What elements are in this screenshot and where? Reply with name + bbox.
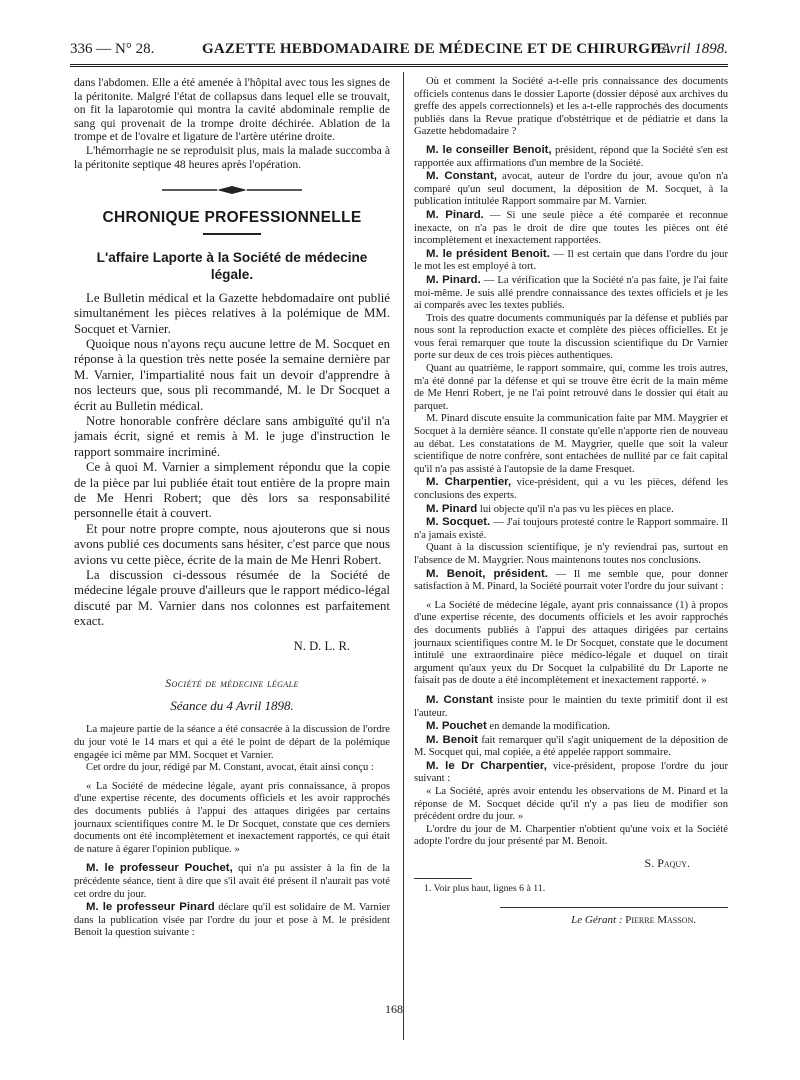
speaker-name: M. Benoit, président. <box>426 567 548 580</box>
paragraph: La majeure partie de la séance a été consacrée à la discussion de l'ordre du jour voté le 14 mars et qui a été le point de départ de la polémique engagée ici même par MM. Socquet et Varnier. <box>74 724 390 761</box>
speech-text: insiste pour le maintien du texte primitif dont il est l'auteur. <box>414 694 728 719</box>
speech-text: fait remarquer qu'il s'agit uniquement de la déposition de M. Socquet qui, mal copiée, a été appelée rapport sommaire. <box>414 734 728 759</box>
paragraph: Quant à la discussion scientifique, je n'y reviendrai pas, surtout en l'absence de M. Maygrier. Nous maintenons toutes nos conclusions. <box>414 542 728 566</box>
paragraph <box>414 476 728 502</box>
paragraph <box>414 274 728 313</box>
paragraph: Notre honorable confrère déclare sans ambiguïté qu'il n'a jamais écrit, signé et remis à M. le juge d'instruction le rapport sommaire incriminé. <box>74 414 390 459</box>
folio-number: 168 <box>385 1002 403 1016</box>
speaker-name: M. le professeur Pinard <box>86 901 215 914</box>
speech-text: — Si une seule pièce a été comparée et reconnue inexacte, on n'a pas le droit de dire que toutes les pièces ont été incomplètement et inexactement rapportées. <box>414 209 728 247</box>
footnote-rule <box>414 878 472 879</box>
speaker-name: M. Benoit <box>426 733 478 746</box>
speech-text: lui objecte qu'il n'a pas vu les pièces en place. <box>477 503 674 515</box>
paragraph: dans l'abdomen. Elle a été amenée à l'hôpital avec tous les signes de la péritonite. Malgré l'état de collapsus dans lequel elle se trouvait, on fit la laparotomie qui montra la cavité abdominale remplie de sang qui provenait de la trompe droite déchirée. Ablation de la trompe et de l'ovaire et ligature de l'artère utérine droite. <box>74 76 390 144</box>
speaker-name: M. le Dr Charpentier, <box>426 759 547 772</box>
paragraph: Trois des quatre documents communiqués par la défense et publiés par nous sont la reproduction exacte et complète des pièces officielles. Et je vous ferai remarquer que toute la discussion scientifique du Dr Varnier porte sur deux de ces trois pièces authentiques. <box>414 312 728 362</box>
speech-text: déclare qu'il est solidaire de M. Varnier dans la publication visée par l'ordre du jour et pose à M. le président Benoit la question suivante : <box>74 902 390 939</box>
page-number: 336 — N° 28. <box>70 41 155 57</box>
paragraph <box>414 209 728 248</box>
speaker-name: M. le président Benoit. <box>426 247 550 260</box>
paragraph: Et pour notre propre compte, nous ajouterons que si nous avons publié ces documents sans hésiter, c'est parce que nous avions vu cette pièce, écrite de la main de Me Henri Robert. <box>74 521 390 567</box>
paragraph: Où et comment la Société a-t-elle pris connaissance des documents officiels contenus dans le dossier Laporte (dossier déposé aux archives du greffe des appels correctionnels) et les a-t-elle rapprochés des documents publiés dans la Revue pratique d'obstétrique et de pédiatrie et dans la Gazette hebdomadaire ? <box>414 76 728 138</box>
paragraph <box>414 760 728 786</box>
speech-text: avocat, auteur de l'ordre du jour, avoue qu'on n'a comparé qu'un seul document, la déposition de M. Socquet, à la publication intitulée Rapport sommaire par M. Varnier. <box>414 171 728 208</box>
session-report <box>74 724 390 940</box>
speaker-name: M. Socquet. <box>426 516 491 529</box>
speaker-name: M. Charpentier, <box>426 476 512 489</box>
speech-text: en demande la modification. <box>486 721 611 733</box>
header-rule <box>70 64 728 67</box>
speaker-name: M. Constant <box>426 693 493 706</box>
paragraph <box>414 170 728 209</box>
report-signature: S. Paquy. <box>644 856 690 871</box>
left-column <box>74 76 390 940</box>
speech-text: vice-président, qui a vu les pièces, défend les conclusions des experts. <box>414 477 728 501</box>
section-title: CHRONIQUE PROFESSIONNELLE <box>102 209 362 227</box>
paragraph <box>414 720 728 734</box>
right-column <box>414 76 728 927</box>
gerant-line <box>414 914 728 927</box>
gerant-rule <box>500 907 728 908</box>
speaker-name: M. le professeur Pouchet, <box>86 862 233 875</box>
paragraph: Quant au quatrième, le rapport sommaire, qui, comme les trois autres, m'a été donné par la défense et qui se trouve être écrit de la main même de Me Henri Robert, je ne l'ai point retrouvé dans le dossier qui était au parquet. <box>414 363 728 412</box>
paragraph <box>414 734 728 760</box>
paragraph <box>414 568 728 594</box>
speech-text: qui n'a pu assister à la fin de la précédente séance, tient à dire que s'il avait été présent il n'aurait pas voté cet ordre du jour. <box>74 863 390 900</box>
footnote: 1. Voir plus haut, lignes 6 à 11. <box>424 882 546 894</box>
paragraph: L'hémorrhagie ne se reproduisit plus, mais la malade succomba à la péritonite septique 48 heures après l'opération. <box>74 143 390 171</box>
speech-text: — J'ai toujours protesté contre le Rapport sommaire. Il n'a jamais existé. <box>414 517 728 541</box>
speaker-name: M. Pinard. <box>426 273 481 286</box>
quotation: « La Société de médecine légale, ayant pris connaissance, à propos d'une expertise récente, des documents officiels et les avoir rapprochés des documents publiés à l'appui des attaques dirigées par certains journaux scientifiques contre M. le Dr Socquet, constate que ces derniers documents ont été incomplètement et inexactement rapportés, ce qui était de nature à égarer l'opinion publique. » <box>74 780 390 855</box>
paragraph <box>74 862 390 901</box>
speaker-name: M. Pinard. <box>426 208 484 221</box>
paragraph <box>414 516 728 542</box>
session-date: Séance du 4 Avril 1898. <box>170 697 294 713</box>
paragraph: Le Bulletin médical et la Gazette hebdomadaire ont publié simultanément les pièces relatives à la polémique de MM. Socquet et Varnier. <box>74 290 390 336</box>
journal-title: GAZETTE HEBDOMADAIRE DE MÉDECINE ET DE CHIRURGIE. <box>202 41 671 57</box>
editor-signature: N. D. L. R. <box>293 638 350 653</box>
society-title: Société de médecine légale <box>165 676 299 691</box>
speech-text: — La vérification que la Société n'a pas faite, je l'ai faite moi-même. Je suis allé prendre connaissance des textes officiels et je les ai comparés avec les textes publiés. <box>414 274 729 312</box>
paragraph <box>414 248 728 274</box>
paragraph: La discussion ci-dessous résumée de la Société de médecine légale prouve d'ailleurs que le rapport médico-légal discuté par M. Varnier dans nos colonnes est parfaitement exact. <box>74 568 390 629</box>
speech-text: vice-président, propose l'ordre du jour suivant : <box>414 760 728 785</box>
paragraph <box>74 901 390 940</box>
gerant-label: Le Gérant : <box>571 914 626 927</box>
quotation: « La Société, après avoir entendu les observations de M. Pinard et la réponse de M. Socquet décide qu'il n'y a pas lieu de modifier son précédent ordre du jour. » <box>414 786 728 823</box>
paragraph <box>414 144 728 170</box>
gerant-name: Pierre Masson. <box>625 914 696 927</box>
speaker-name: M. Pouchet <box>426 720 487 733</box>
speech-text: — Il me semble que, pour donner satisfaction à M. Pinard, la Société pourrait voter l'ordre du jour suivant : <box>414 568 728 593</box>
speaker-name: M. le conseiller Benoit, <box>426 143 552 156</box>
speech-text: président, répond que la Société s'en est rapportée aux affirmations d'un membre de la Société. <box>414 144 728 169</box>
title-rule <box>203 233 261 235</box>
speaker-name: M. Constant, <box>426 170 497 183</box>
issue-date: 7 Avril 1898. <box>650 41 728 57</box>
quotation: « La Société de médecine légale, ayant pris connaissance (1) à propos d'une expertise récente, des documents officiels et les avoir rapprochés des documents publiés à l'appui des attaques dirigées par certains journaux scientifiques contre M. le Dr Socquet, constate que le document intitulé une extraordinaire pièce médico-légale et duquel on tirait argument qu'aux yeux du Dr Socquet la culpabilité du Dr Laporte ne faisait pas de doute a été incomplètement et inexactement rapporté. » <box>414 599 728 687</box>
ornament-divider-icon <box>162 185 302 195</box>
article-body <box>74 291 390 630</box>
paragraph: Cet ordre du jour, rédigé par M. Constant, avocat, était ainsi conçu : <box>86 762 374 774</box>
speaker-name: M. Pinard <box>426 502 478 515</box>
paragraph <box>414 694 728 720</box>
paragraph: L'ordre du jour de M. Charpentier n'obtient qu'une voix et la Société adopte l'ordre du jour présenté par M. Benoit. <box>414 823 728 848</box>
paragraph: Quoique nous n'ayons reçu aucune lettre de M. Socquet en réponse à la question très nette posée la semaine dernière par M. Varnier, l'impartialité nous fait un devoir d'apprendre à nos lecteurs que, sous pli recommandé, M. le Dr Socquet a écrit au Bulletin médical. <box>74 336 390 413</box>
paragraph: M. Pinard discute ensuite la communication faite par MM. Maygrier et Socquet à la dernière séance. Il constate qu'elle n'apporte rien de nouveau au débat. Les constatations de M. Maygrier, quelle que soit la valeur scientifique de notre confrère, sont entachées de nullité par ce fait capital qu'il n'a pas assisté à l'autopsie de la dame Fresquet. <box>414 413 728 475</box>
running-header <box>70 38 728 60</box>
paragraph: Ce à quoi M. Varnier a simplement répondu que la copie de la pièce par lui publiée était tout entière de la propre main de Me Henri Robert; que dès lors sa responsabilité personnelle était à couvert. <box>74 460 390 521</box>
speech-text: — Il est certain que dans l'ordre du jour le mot les est employé à tort. <box>414 248 729 273</box>
column-divider <box>403 72 404 1040</box>
paragraph <box>414 503 728 517</box>
article-title: L'affaire Laporte à la Société de médecine légale. <box>96 249 368 282</box>
